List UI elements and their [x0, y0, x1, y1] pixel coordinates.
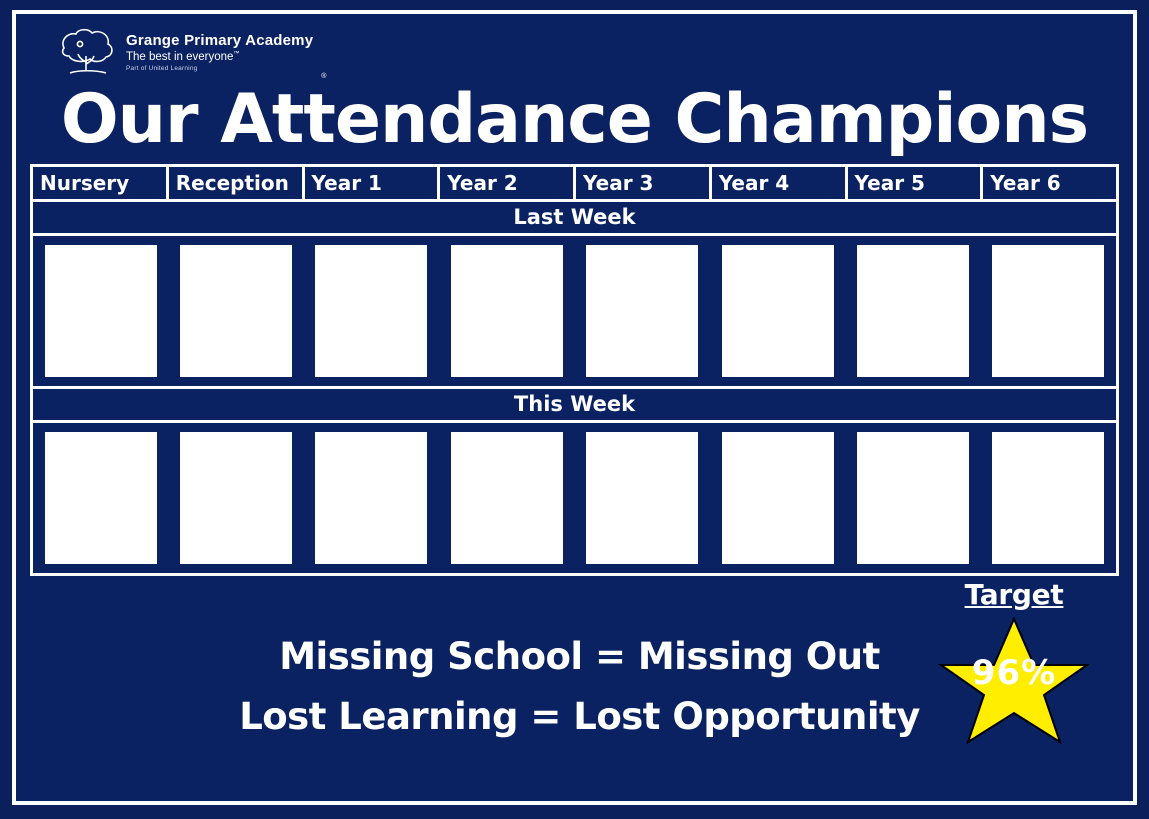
year-group-header-row — [33, 167, 1116, 202]
entry-box[interactable] — [315, 245, 427, 377]
column-header-year-4: Year 4 — [712, 167, 848, 199]
column-header-reception: Reception — [169, 167, 305, 199]
cell-last-week-year-2[interactable] — [439, 245, 574, 377]
cell-this-week-year-3[interactable] — [575, 432, 710, 564]
logo-tagline-text: The best in everyone — [126, 50, 234, 63]
entry-box[interactable] — [45, 245, 157, 377]
target-star — [927, 615, 1102, 745]
logo-school-name: Grange Primary Academy — [126, 32, 314, 50]
logo-wordmark — [126, 33, 313, 73]
entry-box[interactable] — [992, 432, 1104, 564]
section-label-last-week: Last Week — [33, 202, 1116, 236]
cell-last-week-reception[interactable] — [168, 245, 303, 377]
column-header-year-3: Year 3 — [576, 167, 712, 199]
cell-this-week-reception[interactable] — [168, 432, 303, 564]
entry-box[interactable] — [857, 245, 969, 377]
entry-box[interactable] — [451, 432, 563, 564]
cell-last-week-year-1[interactable] — [304, 245, 439, 377]
entry-box[interactable] — [722, 432, 834, 564]
entry-box[interactable] — [451, 245, 563, 377]
entry-box[interactable] — [45, 432, 157, 564]
tree-icon — [56, 26, 118, 80]
poster-frame — [12, 10, 1137, 805]
target-block — [919, 578, 1109, 745]
cell-this-week-nursery[interactable] — [33, 432, 168, 564]
target-value: 96% — [971, 653, 1057, 693]
attendance-table — [30, 164, 1119, 576]
entry-box[interactable] — [722, 245, 834, 377]
poster-footer — [30, 576, 1119, 791]
section-label-this-week: This Week — [33, 389, 1116, 423]
cell-last-week-year-3[interactable] — [575, 245, 710, 377]
school-logo — [30, 22, 1119, 84]
target-label: Target — [964, 578, 1064, 611]
cell-this-week-year-4[interactable] — [710, 432, 845, 564]
cell-last-week-year-4[interactable] — [710, 245, 845, 377]
column-header-nursery: Nursery — [33, 167, 169, 199]
entry-box[interactable] — [857, 432, 969, 564]
cell-last-week-year-6[interactable] — [981, 245, 1116, 377]
logo-partner: Part of United Learning — [126, 65, 198, 72]
entry-box[interactable] — [586, 245, 698, 377]
entry-box[interactable] — [315, 432, 427, 564]
column-header-year-5: Year 5 — [848, 167, 984, 199]
cell-last-week-year-5[interactable] — [845, 245, 980, 377]
column-header-year-2: Year 2 — [440, 167, 576, 199]
cell-this-week-year-2[interactable] — [439, 432, 574, 564]
logo-tagline — [126, 51, 313, 63]
slogan-line-2: Lost Learning = Lost Opportunity — [239, 694, 920, 738]
trademark-mark: ™ — [233, 51, 240, 58]
cell-this-week-year-6[interactable] — [981, 432, 1116, 564]
entry-box[interactable] — [180, 245, 292, 377]
column-header-year-1: Year 1 — [305, 167, 441, 199]
entry-box[interactable] — [180, 432, 292, 564]
registered-mark: ® — [321, 73, 327, 80]
column-header-year-6: Year 6 — [990, 171, 1061, 195]
slogan-line-1: Missing School = Missing Out — [279, 635, 880, 679]
this-week-entry-row — [33, 423, 1116, 573]
entry-box[interactable] — [992, 245, 1104, 377]
cell-this-week-year-5[interactable] — [845, 432, 980, 564]
entry-box[interactable] — [586, 432, 698, 564]
cell-last-week-nursery[interactable] — [33, 245, 168, 377]
cell-this-week-year-1[interactable] — [304, 432, 439, 564]
page-title: Our Attendance Champions — [60, 80, 1089, 159]
last-week-entry-row — [33, 236, 1116, 389]
